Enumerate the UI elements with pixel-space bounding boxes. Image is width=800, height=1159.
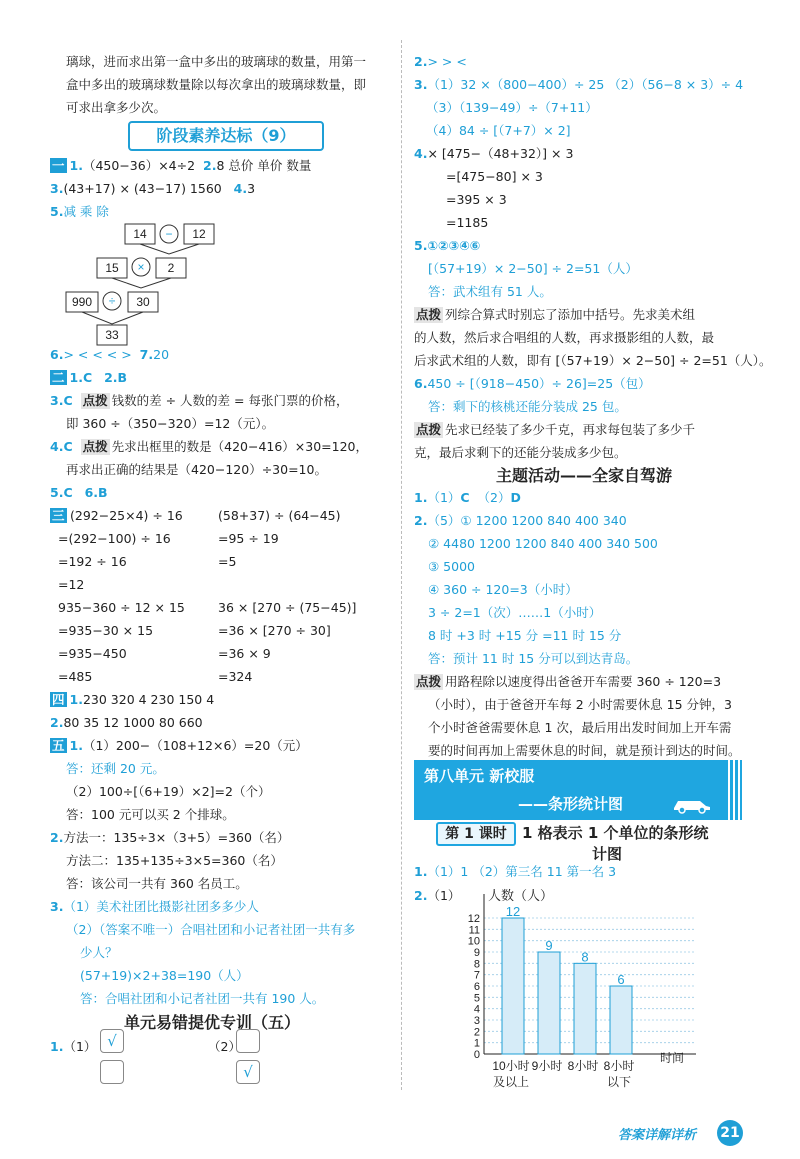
r-line-6: =[475−80] × 3 bbox=[446, 169, 543, 184]
t-line-10: （小时），由于爸爸开车每 2 小时需要休息 15 分钟，3 bbox=[428, 697, 732, 712]
answer: 450 ÷ [（918−450）÷ 26]=25（包） bbox=[427, 376, 651, 391]
tip-label: 点拨 bbox=[416, 674, 442, 689]
answer: 80 35 12 1000 80 660 bbox=[63, 715, 203, 730]
t-line-8: 答：预计 11 时 15 分可以到达青岛。 bbox=[428, 651, 639, 666]
s1-line-3 bbox=[50, 204, 109, 220]
s1-line-1 bbox=[50, 158, 311, 174]
sub-label: （2） bbox=[477, 490, 511, 505]
diag-op-2: × bbox=[137, 260, 145, 274]
diag-33: 33 bbox=[105, 328, 119, 342]
r-line-14: 后求武术组的人数，即有 [（57+19）× 2−50] ÷ 2=51（人）。 bbox=[414, 353, 772, 368]
r-line-4: （4）84 ÷ [（7+7）× 2] bbox=[426, 123, 571, 138]
r-line-16: 答：剩下的核桃还能分装成 25 包。 bbox=[428, 399, 627, 414]
page-number: 21 bbox=[717, 1120, 743, 1146]
s1-line-2 bbox=[50, 181, 255, 197]
s5-line-5 bbox=[50, 830, 289, 846]
s5-line-4: 答：100 元可以买 2 个排球。 bbox=[66, 807, 235, 822]
q-num: 1. bbox=[414, 490, 428, 505]
diag-990: 990 bbox=[71, 295, 93, 309]
r-line-8: =1185 bbox=[446, 215, 489, 230]
answer: C bbox=[63, 485, 73, 500]
calc-cell: 36 × [270 ÷ (75−45)] bbox=[218, 600, 357, 615]
answer: > < < < > bbox=[63, 347, 132, 362]
tip-text: 钱数的差 ÷ 人数的差 = 每张门票的价格， bbox=[111, 393, 349, 408]
y-tick-label: 10 bbox=[467, 935, 480, 948]
tip-text: 列综合算式时别忘了添加中括号。先求美术组 bbox=[445, 307, 696, 322]
q-num: 1. bbox=[69, 692, 83, 707]
bar-chart bbox=[448, 884, 708, 1096]
x-tick-label: 8小时 bbox=[603, 1059, 635, 1073]
tip-label: 点拨 bbox=[82, 393, 108, 408]
section-title-error-training: 单元易错提优专训（五） bbox=[124, 1013, 301, 1032]
answer: (43+17) × (43−17) 1560 bbox=[63, 181, 222, 196]
q-num: 7. bbox=[139, 347, 154, 362]
q-num: 3. bbox=[50, 899, 64, 914]
last-line-2: （2） bbox=[208, 1039, 241, 1054]
section-tag-3: 三 bbox=[52, 508, 65, 523]
s2-line-5 bbox=[50, 485, 108, 501]
r-line-7: =395 × 3 bbox=[446, 192, 507, 207]
s2-line-3b: 即 360 ÷（350−320）=12（元）。 bbox=[66, 416, 275, 431]
q-num: 2. bbox=[50, 830, 64, 845]
section-tag-5: 五 bbox=[52, 738, 65, 753]
s5-line-2: 答：还剩 20 元。 bbox=[66, 761, 165, 776]
s4-line-2 bbox=[50, 715, 203, 731]
diag-2: 2 bbox=[167, 261, 175, 275]
q-num: 2. bbox=[414, 54, 428, 69]
y-tick-label: 11 bbox=[468, 924, 480, 937]
s5-line-1 bbox=[50, 738, 308, 754]
calc-cell: =36 × 9 bbox=[218, 646, 271, 661]
q-num: 2. bbox=[203, 158, 217, 173]
calc-cell: =95 ÷ 19 bbox=[218, 531, 279, 546]
calc-cell: =192 ÷ 16 bbox=[58, 554, 127, 569]
sub-label: （1） bbox=[63, 1039, 97, 1054]
t-line-12: 要的时间再加上需要休息的时间，就是预计到达的时间。 bbox=[428, 743, 741, 758]
sub-label: （1） bbox=[427, 490, 461, 505]
answer: > > < bbox=[427, 54, 467, 69]
y-tick-label: 9 bbox=[473, 947, 480, 959]
s5-line-9: （2）（答案不唯一）合唱社团和小记者社团一共有多 bbox=[66, 922, 356, 937]
lesson-tag: 第 1 课时 bbox=[436, 822, 516, 846]
unit-title: 第八单元 新校服 bbox=[424, 767, 535, 785]
tip-text: 先求出框里的数是（420−416）×30=120， bbox=[111, 439, 369, 454]
s5-line-8 bbox=[50, 899, 259, 915]
s5-line-12: 答：合唱社团和小记者社团一共有 190 人。 bbox=[80, 991, 325, 1006]
t-line-7: 8 时 +3 时 +15 分 =11 时 15 分 bbox=[428, 628, 622, 643]
bar-value-label: 9 bbox=[545, 938, 553, 953]
t-line-3: ② 4480 1200 1200 840 400 340 500 bbox=[428, 536, 658, 551]
calc-cell: 935−360 ÷ 12 × 15 bbox=[58, 600, 185, 615]
answer: C bbox=[63, 393, 73, 408]
s5-line-3: （2）100÷[（6+19）×2]=2（个） bbox=[66, 784, 271, 799]
checkbox-2[interactable] bbox=[100, 1060, 124, 1084]
y-tick-label: 4 bbox=[473, 1003, 480, 1016]
answer: 230 320 4 230 150 4 bbox=[82, 692, 215, 707]
s1-line-6 bbox=[50, 347, 169, 363]
s5-line-7: 答：该公司一共有 360 名员工。 bbox=[66, 876, 248, 891]
bar-value-label: 8 bbox=[581, 949, 589, 965]
t-line-9 bbox=[414, 674, 721, 690]
r-line-12 bbox=[414, 307, 695, 323]
q-num: 6. bbox=[414, 376, 428, 391]
section-tag-4: 四 bbox=[52, 692, 65, 707]
calc-cell: =12 bbox=[58, 577, 85, 592]
t-line-2 bbox=[414, 513, 627, 529]
section-title-activity: 主题活动——全家自驾游 bbox=[496, 466, 673, 485]
x-tick-label-line2: 及以上 bbox=[492, 1075, 530, 1089]
r-line-3: （3）（139−49）÷（7+11） bbox=[426, 100, 598, 115]
q-num: 5. bbox=[50, 485, 64, 500]
lesson-title: 1 格表示 1 个单位的条形统 bbox=[522, 824, 709, 842]
bar-value-label: 12 bbox=[505, 904, 521, 919]
answer: 8 总价 单价 数量 bbox=[216, 158, 312, 173]
answer: （1）32 ×（800−400）÷ 25 （2）（56−8 × 3）÷ 4 bbox=[427, 77, 744, 92]
bar-3 bbox=[610, 986, 632, 1054]
intro-line-2: 盒中多出的玻璃球数量除以每次拿出的玻璃球数量，即 bbox=[66, 77, 367, 92]
tip-label: 点拨 bbox=[82, 439, 108, 454]
answer: （450−36）×4÷2 bbox=[82, 158, 196, 173]
t-line-1 bbox=[414, 490, 521, 506]
q-num: 1. bbox=[414, 864, 428, 879]
answer: B bbox=[117, 370, 128, 385]
x-tick-label: 8小时 bbox=[567, 1059, 599, 1073]
calc-cell: =36 × [270 ÷ 30] bbox=[218, 623, 331, 638]
q-num: 3. bbox=[50, 393, 64, 408]
u-line-1 bbox=[414, 864, 616, 880]
checkbox-3[interactable] bbox=[236, 1029, 260, 1053]
calc-cell: =324 bbox=[218, 669, 253, 684]
y-tick-label: 5 bbox=[473, 992, 480, 1005]
r-line-9 bbox=[414, 238, 480, 254]
unit-header bbox=[414, 760, 742, 820]
chart-xlabel: 时间 bbox=[660, 1051, 685, 1065]
s2-line-3 bbox=[50, 393, 348, 409]
answer: C bbox=[63, 439, 73, 454]
diag-12: 12 bbox=[192, 227, 206, 241]
answer: ①②③④⑥ bbox=[427, 238, 481, 253]
s5-line-6: 方法二：135+135÷3×5=360（名） bbox=[66, 853, 283, 868]
r-line-5 bbox=[414, 146, 573, 162]
t-line-4: ③ 5000 bbox=[428, 559, 475, 574]
calc-cell: (58+37) ÷ (64−45) bbox=[218, 508, 341, 523]
s2-line-1 bbox=[50, 370, 127, 386]
q-num: 2. bbox=[414, 888, 428, 903]
y-tick-label: 3 bbox=[473, 1015, 480, 1027]
calc-cell: =935−30 × 15 bbox=[58, 623, 154, 638]
answer: 20 bbox=[153, 347, 170, 362]
r-line-11: 答：武术组有 51 人。 bbox=[428, 284, 552, 299]
q-num: 6. bbox=[50, 347, 64, 362]
chart-bars bbox=[502, 904, 632, 1054]
x-tick-label-line2: 以下 bbox=[606, 1075, 632, 1089]
calc-cell: =5 bbox=[218, 554, 237, 569]
t-line-5: ④ 360 ÷ 120=3（小时） bbox=[428, 582, 578, 597]
decorative-stripes bbox=[728, 760, 742, 820]
column-divider bbox=[401, 40, 402, 1090]
checkbox-1[interactable]: √ bbox=[100, 1029, 124, 1053]
t-line-6: 3 ÷ 2=1（次）……1（小时） bbox=[428, 605, 602, 620]
intro-line-1: 璃球，进而求出第一盒中多出的玻璃球的数量，用第一 bbox=[66, 54, 367, 69]
tip-label: 点拨 bbox=[416, 307, 442, 322]
s5-line-10: 少人？ bbox=[80, 945, 118, 960]
q-num: 5. bbox=[414, 238, 428, 253]
answer: C bbox=[82, 370, 93, 385]
diag-30: 30 bbox=[136, 295, 150, 309]
r-line-15 bbox=[414, 376, 651, 392]
t-line-11: 个小时爸爸需要休息 1 次，最后用出发时间加上开车需 bbox=[428, 720, 732, 735]
y-tick-label: 7 bbox=[473, 969, 480, 982]
s2-line-4b: 再求出正确的结果是（420−120）÷30=10。 bbox=[66, 462, 327, 477]
s5-line-11: (57+19)×2+38=190（人） bbox=[80, 968, 249, 983]
q-num: 4. bbox=[414, 146, 428, 161]
diag-op-3: ÷ bbox=[108, 294, 116, 308]
s4-line-1 bbox=[50, 692, 214, 708]
calc-cell: =485 bbox=[58, 669, 93, 684]
footer-label: 答案详解详析 bbox=[618, 1128, 697, 1143]
answer: B bbox=[98, 485, 108, 500]
q-num: 1. bbox=[50, 1039, 64, 1054]
r-line-17 bbox=[414, 422, 695, 438]
r-line-1 bbox=[414, 54, 467, 70]
calc-flow-diagram bbox=[62, 222, 232, 350]
answer: C bbox=[460, 490, 470, 505]
answer: × [475−（48+32）] × 3 bbox=[427, 146, 574, 161]
diag-op-1: − bbox=[165, 227, 173, 241]
answer: （1）1 （2）第三名 11 第一名 3 bbox=[427, 864, 617, 879]
bar-0 bbox=[502, 918, 524, 1054]
r-line-13: 的人数，然后求合唱组的人数，再求摄影组的人数，最 bbox=[414, 330, 715, 345]
s2-line-4 bbox=[50, 439, 368, 455]
q-num: 5. bbox=[50, 204, 64, 219]
diag-15: 15 bbox=[105, 261, 119, 275]
checkbox-4[interactable]: √ bbox=[236, 1060, 260, 1084]
q-num: 3. bbox=[50, 181, 64, 196]
r-line-2 bbox=[414, 77, 743, 93]
intro-line-3: 可求出拿多少次。 bbox=[66, 100, 167, 115]
y-tick-label: 2 bbox=[473, 1026, 480, 1039]
sub-label: （1） bbox=[427, 888, 461, 903]
q-num: 4. bbox=[50, 439, 64, 454]
answer: 3 bbox=[247, 181, 256, 196]
last-line bbox=[50, 1039, 96, 1055]
unit-subtitle: ——条形统计图 bbox=[518, 795, 624, 813]
q-num: 2. bbox=[414, 513, 428, 528]
r-line-10: [（57+19）× 2−50] ÷ 2=51（人） bbox=[428, 261, 638, 276]
answer: 方法一：135÷3×（3+5）=360（名） bbox=[63, 830, 290, 845]
section-tag-2: 二 bbox=[52, 370, 65, 385]
answer: D bbox=[510, 490, 521, 505]
q-num: 3. bbox=[414, 77, 428, 92]
answer: （1）美术社团比摄影社团多多少人 bbox=[63, 899, 259, 914]
answer: （5）① 1200 1200 840 400 340 bbox=[427, 513, 627, 528]
q-num: 1. bbox=[69, 158, 83, 173]
bar-value-label: 6 bbox=[617, 972, 625, 987]
bar-2 bbox=[574, 963, 596, 1054]
r-line-18: 克，最后求剩下的还能分装成多少包。 bbox=[414, 445, 627, 460]
y-tick-label: 0 bbox=[473, 1049, 480, 1061]
answer: （1）200−（108+12×6）=20（元） bbox=[82, 738, 308, 753]
s3-tag-line bbox=[50, 508, 70, 524]
answer: 减 乘 除 bbox=[63, 204, 109, 219]
q-num: 6. bbox=[84, 485, 99, 500]
x-tick-label: 10小时 bbox=[492, 1059, 530, 1073]
section-tag-1: 一 bbox=[52, 158, 65, 173]
q-num: 4. bbox=[233, 181, 248, 196]
y-tick-label: 1 bbox=[473, 1037, 480, 1050]
q-num: 1. bbox=[69, 738, 83, 753]
calc-cell: (292−25×4) ÷ 16 bbox=[70, 508, 183, 523]
y-tick-label: 8 bbox=[473, 958, 480, 971]
section-banner-stage-9: 阶段素养达标（9） bbox=[128, 121, 324, 151]
y-tick-label: 6 bbox=[473, 981, 480, 993]
q-num: 1. bbox=[69, 370, 83, 385]
chart-yticks bbox=[468, 913, 480, 1061]
tip-label: 点拨 bbox=[416, 422, 442, 437]
car-icon bbox=[670, 794, 716, 814]
tip-text: 先求已经装了多少千克，再求每包装了多少千 bbox=[445, 422, 696, 437]
y-tick-label: 12 bbox=[467, 913, 480, 925]
q-num: 2. bbox=[50, 715, 64, 730]
tip-text: 用路程除以速度得出爸爸开车需要 360 ÷ 120=3 bbox=[445, 674, 722, 689]
q-num: 2. bbox=[104, 370, 118, 385]
calc-cell: =(292−100) ÷ 16 bbox=[58, 531, 171, 546]
bar-1 bbox=[538, 952, 560, 1054]
diag-14: 14 bbox=[133, 227, 147, 241]
lesson-title-cont: 计图 bbox=[592, 845, 623, 863]
chart-ylabel: 人数（人） bbox=[488, 888, 554, 903]
x-tick-label: 9小时 bbox=[531, 1059, 563, 1073]
chart-xticks bbox=[492, 1058, 634, 1089]
calc-cell: =935−450 bbox=[58, 646, 127, 661]
